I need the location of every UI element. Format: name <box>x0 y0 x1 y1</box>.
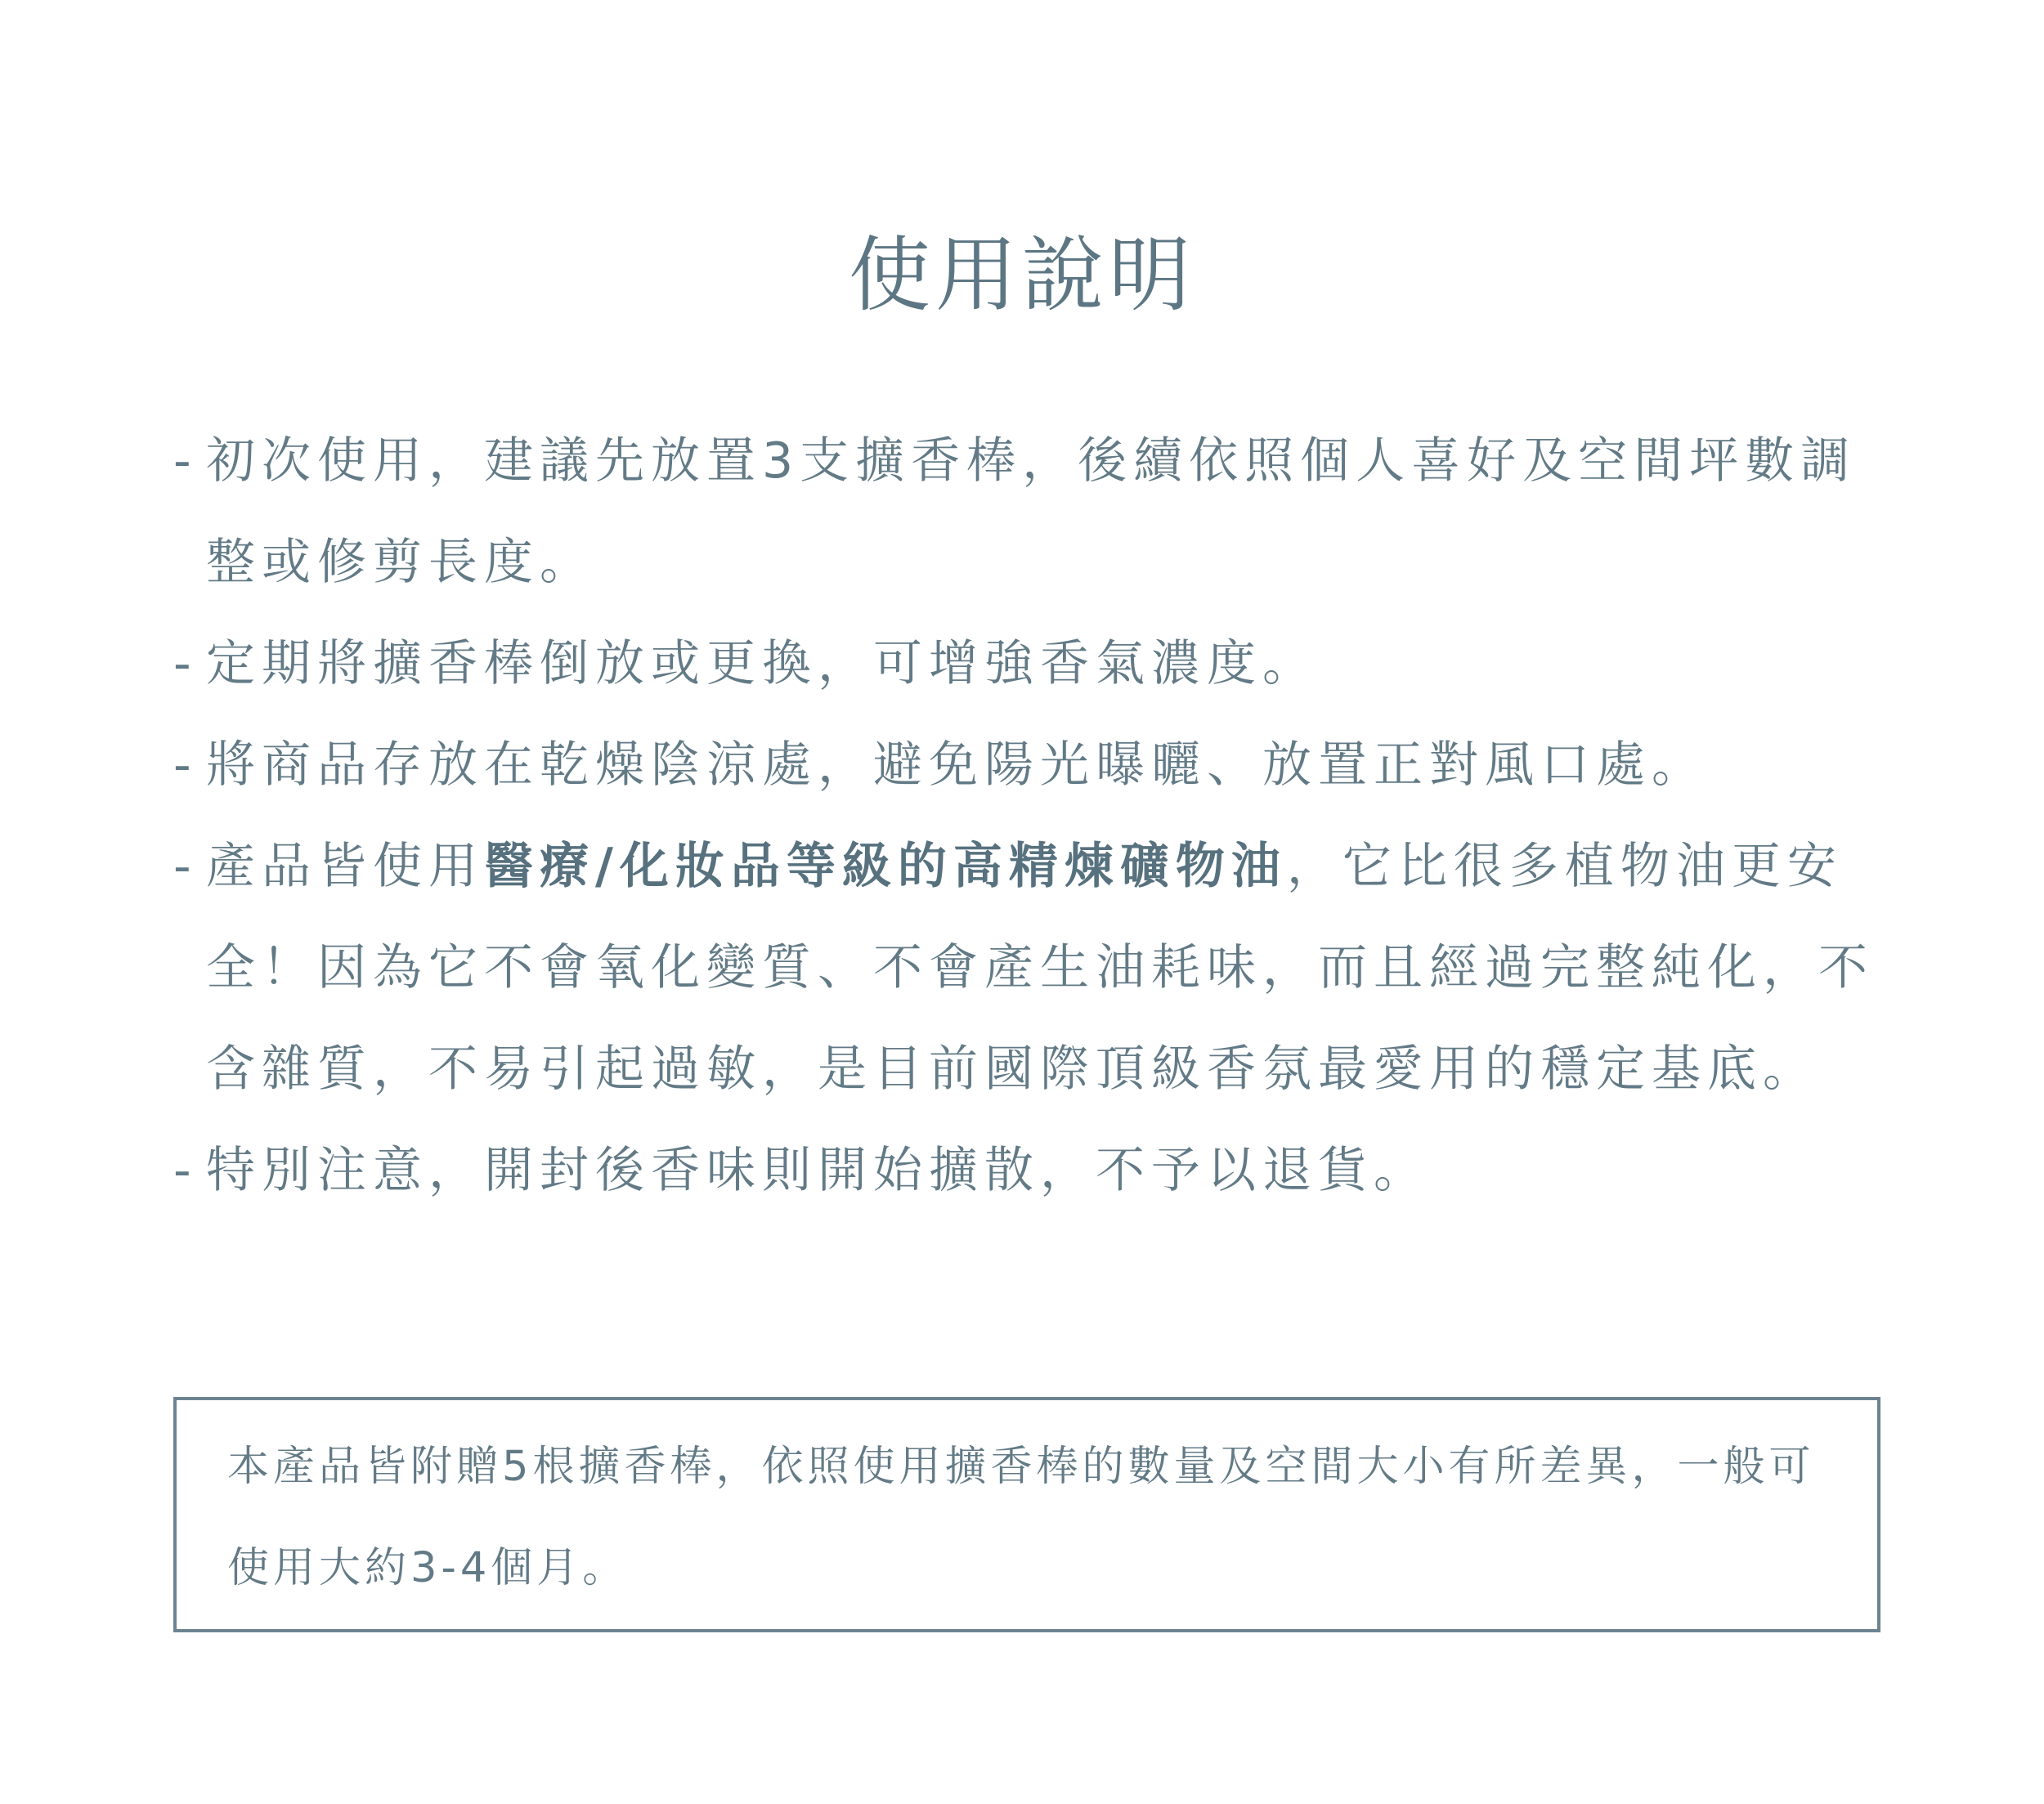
bullet-dash: - <box>173 432 191 490</box>
instruction-item-3 <box>173 714 1886 816</box>
instruction-text: 定期將擴香棒倒放或更換，可增強香氣濃度。 <box>206 635 1318 692</box>
note-box <box>173 1397 1880 1632</box>
bullet-dash: - <box>173 1142 191 1199</box>
instruction-text-after: ，它比很多植物油更安全！因為它不會氧化變質、不會產生油耗味，而且經過完整純化，不含雜質，不易引起過敏，是目前國際頂級香氛最愛用的穩定基底。 <box>206 838 1874 1098</box>
page-title: 使用說明 <box>849 227 1195 323</box>
instruction-item-2 <box>173 613 1886 714</box>
instruction-item-4 <box>173 816 1886 1120</box>
instruction-highlight: 醫療/化妝品等級的高精煉礦物油 <box>484 838 1287 895</box>
instruction-text: 特別注意，開封後香味則開始擴散，不予以退貨。 <box>206 1142 1429 1199</box>
bullet-dash: - <box>173 838 191 895</box>
bullet-dash: - <box>173 635 191 692</box>
instruction-list <box>173 410 1886 1221</box>
bullet-dash: - <box>173 736 191 794</box>
instruction-text: 將商品存放在乾燥陰涼處，避免陽光曝曬、放置正對風口處。 <box>206 736 1707 794</box>
instruction-text: 初次使用，建議先放置3支擴香棒，後續依照個人喜好及空間坪數調整或修剪長度。 <box>206 432 1857 591</box>
instruction-item-1 <box>173 410 1886 613</box>
note-text: 本產品皆附贈5根擴香棒，依照使用擴香棒的數量及空間大小有所差異，一般可使用大約3-4個月。 <box>227 1443 1815 1592</box>
instruction-item-5 <box>173 1120 1886 1221</box>
instruction-text-before: 產品皆使用 <box>206 838 484 895</box>
